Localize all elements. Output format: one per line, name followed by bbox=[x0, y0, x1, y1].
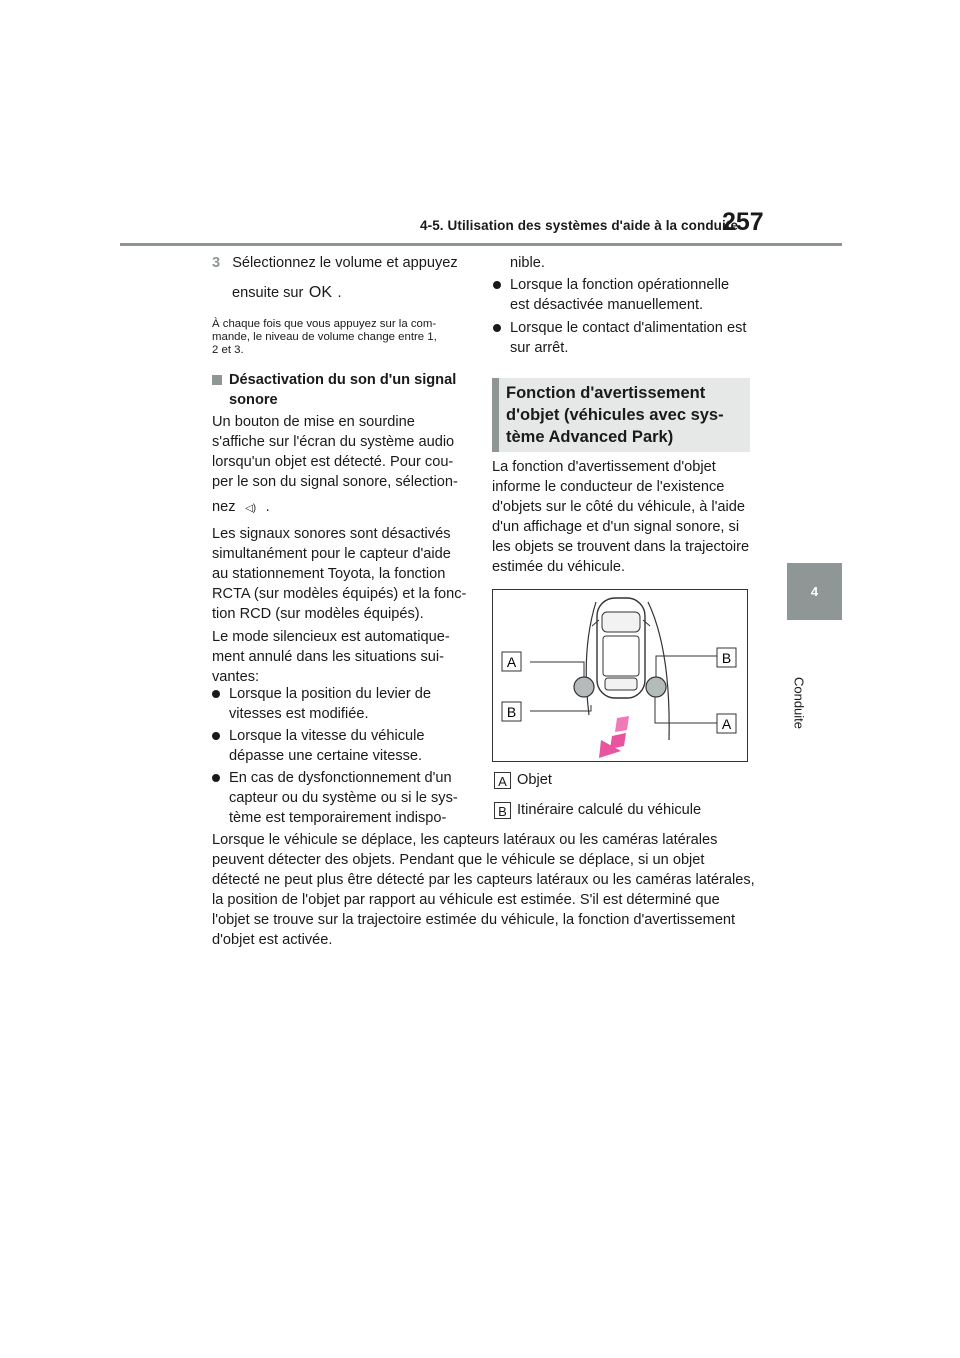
list-item: Lorsque la fonction opérationnelle est désactivée manuellement. bbox=[510, 277, 730, 313]
step-text-line1: Sélectionnez le volume et appuyez bbox=[232, 255, 458, 271]
page-number: 257 bbox=[722, 208, 764, 236]
legend-tag-b: B bbox=[494, 802, 511, 819]
vehicle-diagram-svg bbox=[493, 590, 747, 761]
trajectory-left-line bbox=[586, 602, 596, 715]
list-item: En cas de dysfonctionnement d'un capteur ou du système ou si le sys- tème est temporairement indispo- bbox=[229, 770, 458, 826]
legend-tag-a: A bbox=[494, 772, 511, 789]
subheading-mute: Désactivation du son d'un signal sonore bbox=[212, 370, 472, 410]
para-mute-line5: nez ◁) . bbox=[212, 497, 270, 519]
step-number: 3 bbox=[212, 255, 221, 271]
list-item: Lorsque la vitesse du véhicule dépasse une certaine vitesse. bbox=[229, 728, 425, 764]
label-b-right: B bbox=[721, 650, 732, 666]
section-heading-bar bbox=[492, 378, 499, 452]
rear-window bbox=[605, 678, 637, 690]
chapter-tab[interactable] bbox=[787, 563, 842, 620]
object-left-icon bbox=[574, 677, 594, 697]
square-bullet-icon bbox=[212, 375, 222, 385]
legend-text-b: Itinéraire calculé du véhicule bbox=[517, 802, 702, 818]
header-rule bbox=[120, 243, 842, 246]
label-b-left: B bbox=[506, 704, 517, 720]
warning-arrow-icon bbox=[599, 716, 629, 758]
windshield bbox=[602, 612, 640, 632]
object-right-icon bbox=[646, 677, 666, 697]
list-item: Lorsque le contact d'alimentation est sur arrêt. bbox=[510, 320, 747, 356]
speaker-mute-icon: ◁) bbox=[245, 503, 257, 514]
chapter-number: 4 bbox=[810, 584, 819, 599]
continued-text: nible. bbox=[510, 255, 545, 271]
object-warning-diagram bbox=[492, 589, 748, 762]
legend-item-object bbox=[494, 770, 552, 790]
legend-text-a: Objet bbox=[517, 772, 552, 788]
roof bbox=[603, 636, 639, 676]
volume-note: À chaque fois que vous appuyez sur la com- mande, le niveau de volume change entre 1, 2 et 3. bbox=[212, 318, 437, 356]
para-mute-button: Un bouton de mise en sourdine s'affiche sur l'écran du système audio lorsqu'un objet est détecté. Pour cou- per le son du signal sonore, sélection- bbox=[212, 414, 458, 490]
chapter-label: Conduite bbox=[791, 676, 807, 730]
bottom-paragraph: Lorsque le véhicule se déplace, les capteurs latéraux ou les caméras latérales peuvent détecter des objets. Pendant que le véhicule se déplace, si un objet détecté ne peut plus être détecté par les capteurs latéraux ou les caméras latérales, la position de l'objet par rapport au véhicule est estimée. S'il est déterminé que l'objet se trouve sur la trajectoire estimée du véhicule, la fonction d'avertissement d'objet est activée. bbox=[212, 832, 755, 948]
section-heading-title: Fonction d'avertissement d'objet (véhicules avec sys- tème Advanced Park) bbox=[506, 384, 724, 446]
ok-icon: OK bbox=[308, 284, 333, 301]
section-intro: La fonction d'avertissement d'objet informe le conducteur de l'existence d'objets sur le côté du véhicule, à l'aide d'un affichage et d'un signal sonore, si les objets se trouvent dans la trajectoire estimée du véhicule. bbox=[492, 459, 750, 575]
step-3 bbox=[212, 253, 472, 273]
legend-item-route bbox=[494, 800, 701, 820]
section-heading-box bbox=[492, 378, 750, 452]
label-a-right: A bbox=[721, 716, 732, 732]
para-silent-mode: Le mode silencieux est automatique- ment annulé dans les situations sui- vantes: bbox=[212, 629, 450, 685]
section-header-title: 4-5. Utilisation des systèmes d'aide à la conduite bbox=[420, 218, 739, 233]
list-item: Lorsque la position du levier de vitesses est modifiée. bbox=[229, 686, 432, 722]
label-a-left: A bbox=[506, 654, 517, 670]
para-sound-off: Les signaux sonores sont désactivés simultanément pour le capteur d'aide au stationnement Toyota, la fonction RCTA (sur modèles équipés) et la fonc- tion RCD (sur modèles équipés). bbox=[212, 526, 467, 622]
step-3-line2: ensuite sur OK . bbox=[232, 284, 342, 301]
trajectory-right-line bbox=[648, 602, 669, 740]
